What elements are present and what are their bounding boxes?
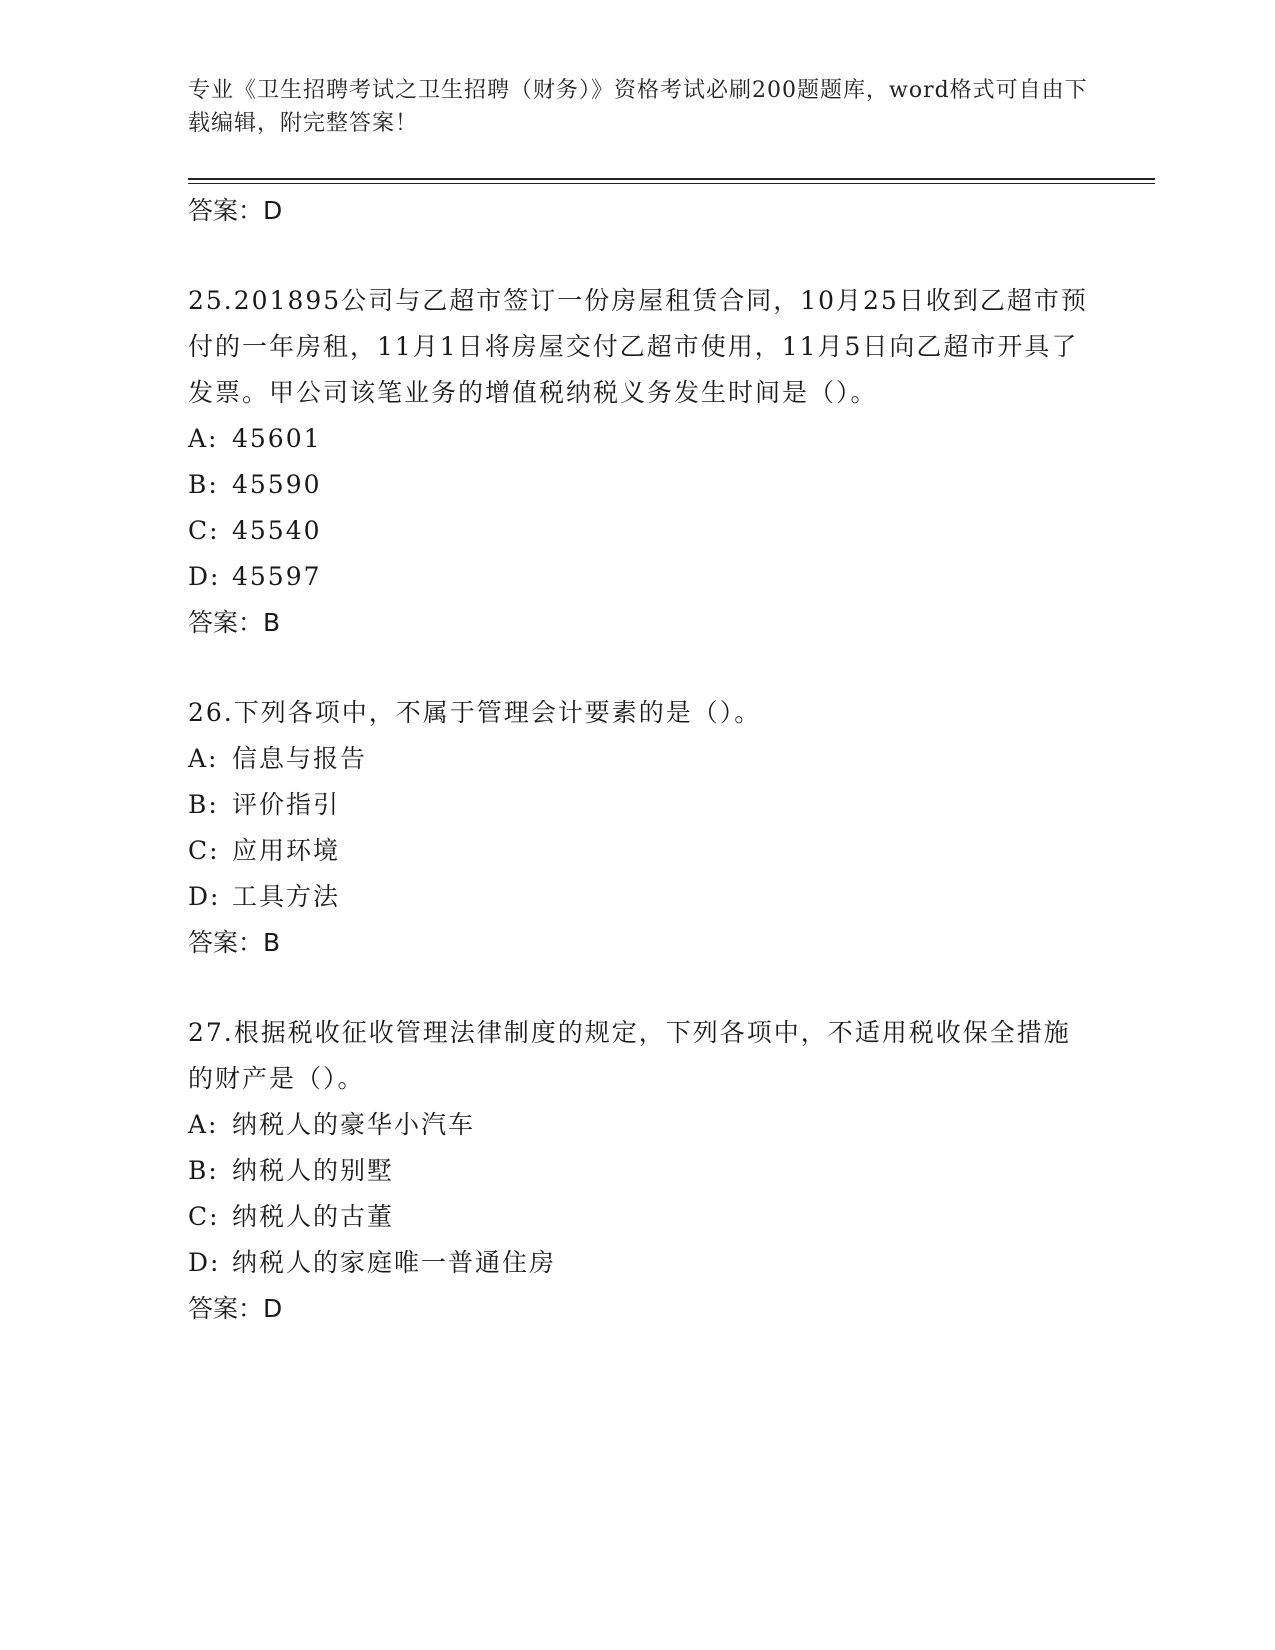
document-body bbox=[188, 188, 1088, 1332]
option-text: 45597 bbox=[232, 562, 322, 591]
option-text: 纳税人的古董 bbox=[232, 1202, 395, 1231]
answer-line: 答案：D bbox=[188, 1294, 283, 1323]
option-key: A: bbox=[188, 744, 219, 773]
option-text: 应用环境 bbox=[232, 836, 341, 865]
option-text: 评价指引 bbox=[232, 790, 341, 819]
question-25 bbox=[188, 278, 1088, 646]
option-key: A: bbox=[188, 1110, 219, 1139]
option-text: 纳税人的家庭唯一普通住房 bbox=[232, 1248, 557, 1277]
answer-line: 答案：B bbox=[188, 608, 281, 637]
option-key: D: bbox=[188, 1248, 221, 1277]
option-key: B: bbox=[188, 790, 219, 819]
option-a bbox=[188, 416, 1088, 462]
option-a bbox=[188, 736, 1088, 782]
question-text: 25.201895公司与乙超市签订一份房屋租赁合同，10月25日收到乙超市预付的一年房租，11月1日将房屋交付乙超市使用，11月5日向乙超市开具了发票。甲公司该笔业务的增值税纳税义务发生时间是（）。 bbox=[188, 286, 1088, 407]
option-text: 纳税人的别墅 bbox=[232, 1156, 395, 1185]
option-b bbox=[188, 782, 1088, 828]
option-text: 45601 bbox=[232, 424, 322, 453]
option-text: 纳税人的豪华小汽车 bbox=[232, 1110, 476, 1139]
option-a bbox=[188, 1102, 1088, 1148]
option-text: 信息与报告 bbox=[232, 744, 368, 773]
option-c bbox=[188, 828, 1088, 874]
option-key: C: bbox=[188, 1202, 220, 1231]
option-key: C: bbox=[188, 836, 220, 865]
previous-answer: 答案：D bbox=[188, 196, 283, 225]
option-d bbox=[188, 874, 1088, 920]
option-key: B: bbox=[188, 470, 219, 499]
option-c bbox=[188, 1194, 1088, 1240]
option-d bbox=[188, 554, 1088, 600]
document-header: 专业《卫生招聘考试之卫生招聘（财务）》资格考试必刷200题题库，word格式可自由下载编辑，附完整答案！ bbox=[188, 78, 1088, 136]
option-key: B: bbox=[188, 1156, 219, 1185]
option-key: D: bbox=[188, 882, 221, 911]
answer-line: 答案：B bbox=[188, 928, 281, 957]
option-b bbox=[188, 462, 1088, 508]
option-d bbox=[188, 1240, 1088, 1286]
option-key: D: bbox=[188, 562, 221, 591]
option-b bbox=[188, 1148, 1088, 1194]
header-divider-thin bbox=[188, 183, 1155, 184]
header-divider-thick bbox=[188, 178, 1155, 180]
question-text: 26.下列各项中，不属于管理会计要素的是（）。 bbox=[188, 698, 762, 727]
option-text: 工具方法 bbox=[232, 882, 341, 911]
option-c bbox=[188, 508, 1088, 554]
question-27 bbox=[188, 1010, 1088, 1332]
question-text: 27.根据税收征收管理法律制度的规定，下列各项中，不适用税收保全措施的财产是（）。 bbox=[188, 1018, 1071, 1093]
option-text: 45540 bbox=[232, 516, 322, 545]
option-key: A: bbox=[188, 424, 219, 453]
question-26 bbox=[188, 690, 1088, 966]
option-text: 45590 bbox=[232, 470, 322, 499]
option-key: C: bbox=[188, 516, 220, 545]
